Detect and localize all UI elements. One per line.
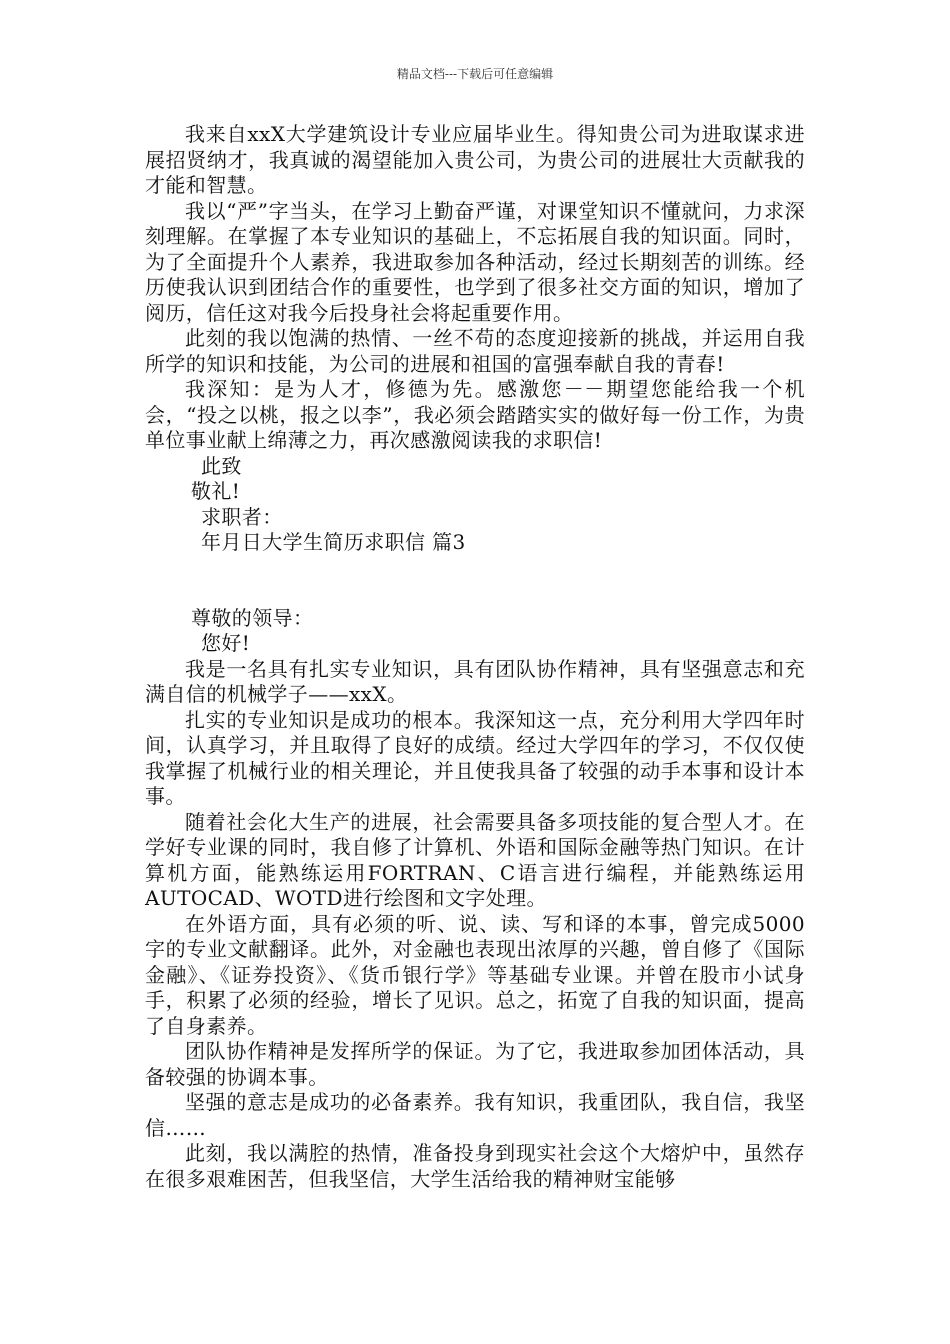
letter1-paragraph-1: 我来自xxX大学建筑设计专业应届毕业生。得知贵公司为进取谋求进展招贤纳才，我真诚的渴望能加入贵公司，为贵公司的进展壮大贡献我的才能和智慧。 [145,122,805,197]
letter2-paragraph-2: 扎实的专业知识是成功的根本。我深知这一点，充分利用大学四年时间，认真学习，并且取得了良好的成绩。经过大学四年的学习，不仅仅使我掌握了机械行业的相关理论，并且使我具备了较强的动手本事和设计本事。 [145,707,805,808]
letter2-paragraph-6: 坚强的意志是成功的必备素养。我有知识，我重团队，我自信，我坚信…… [145,1090,805,1140]
letter2-hello: 您好! [201,631,251,655]
section-gap [145,556,805,606]
letter2-paragraph-4: 在外语方面，具有必须的听、说、读、写和译的本事，曾完成5000字的专业文献翻译。此外，对金融也表现出浓厚的兴趣，曾自修了《国际金融》、《证券投资》、《货币银行学》等基础专业课。并曾在股市小试身手，积累了必须的经验，增长了见识。总之，拓宽了自我的知识面，提高了自身素养。 [145,911,805,1038]
letter1-paragraph-2: 我以“严”字当头，在学习上勤奋严谨，对课堂知识不懂就问，力求深刻理解。在掌握了本专业知识的基础上，不忘拓展自我的知识面。同时，为了全面提升个人素养，我进取参加各种活动，经过长期刻苦的训练。经历使我认识到团结合作的重要性，也学到了很多社交方面的知识，增加了阅历，信任这对我今后投身社会将起重要作用。 [145,198,805,325]
letter1-salute: 敬礼! [191,479,241,503]
letter1-closing: 此致 [201,453,242,478]
letter1-paragraph-4: 我深知：是为人才，修德为先。感激您－－期望您能给我一个机会，“投之以桃，报之以李”，我必须会踏踏实实的做好每一份工作，为贵单位事业献上绵薄之力，再次感激阅读我的求职信! [145,377,805,452]
letter2-paragraph-1: 我是一名具有扎实专业知识，具有团队协作精神，具有坚强意志和充满自信的机械学子——xxX。 [145,656,805,706]
letter2-greeting: 尊敬的领导： [191,605,314,630]
letter1-paragraph-3: 此刻的我以饱满的热情、一丝不苟的态度迎接新的挑战，并运用自我所学的知识和技能，为公司的进展和祖国的富强奉献自我的青春! [145,326,805,376]
letter2-paragraph-3: 随着社会化大生产的进展，社会需要具备多项技能的复合型人才。在学好专业课的同时，我自修了计算机、外语和国际金融等热门知识。在计算机方面，能熟练运用FORTRAN、C语言进行编程，并能熟练运用AUTOCAD、WOTD进行绘图和文字处理。 [145,809,805,910]
page-header: 精品文档---下载后可任意编辑 [396,67,554,81]
letter2-paragraph-5: 团队协作精神是发挥所学的保证。为了它，我进取参加团体活动，具备较强的协调本事。 [145,1039,805,1089]
document-body [145,122,805,1192]
letter2-paragraph-7: 此刻，我以满腔的热情，准备投身到现实社会这个大熔炉中，虽然存在很多艰难困苦，但我坚信，大学生活给我的精神财宝能够 [145,1141,805,1191]
section-title: 年月日大学生简历求职信 篇3 [201,530,466,554]
letter1-signature: 求职者： [201,504,283,529]
